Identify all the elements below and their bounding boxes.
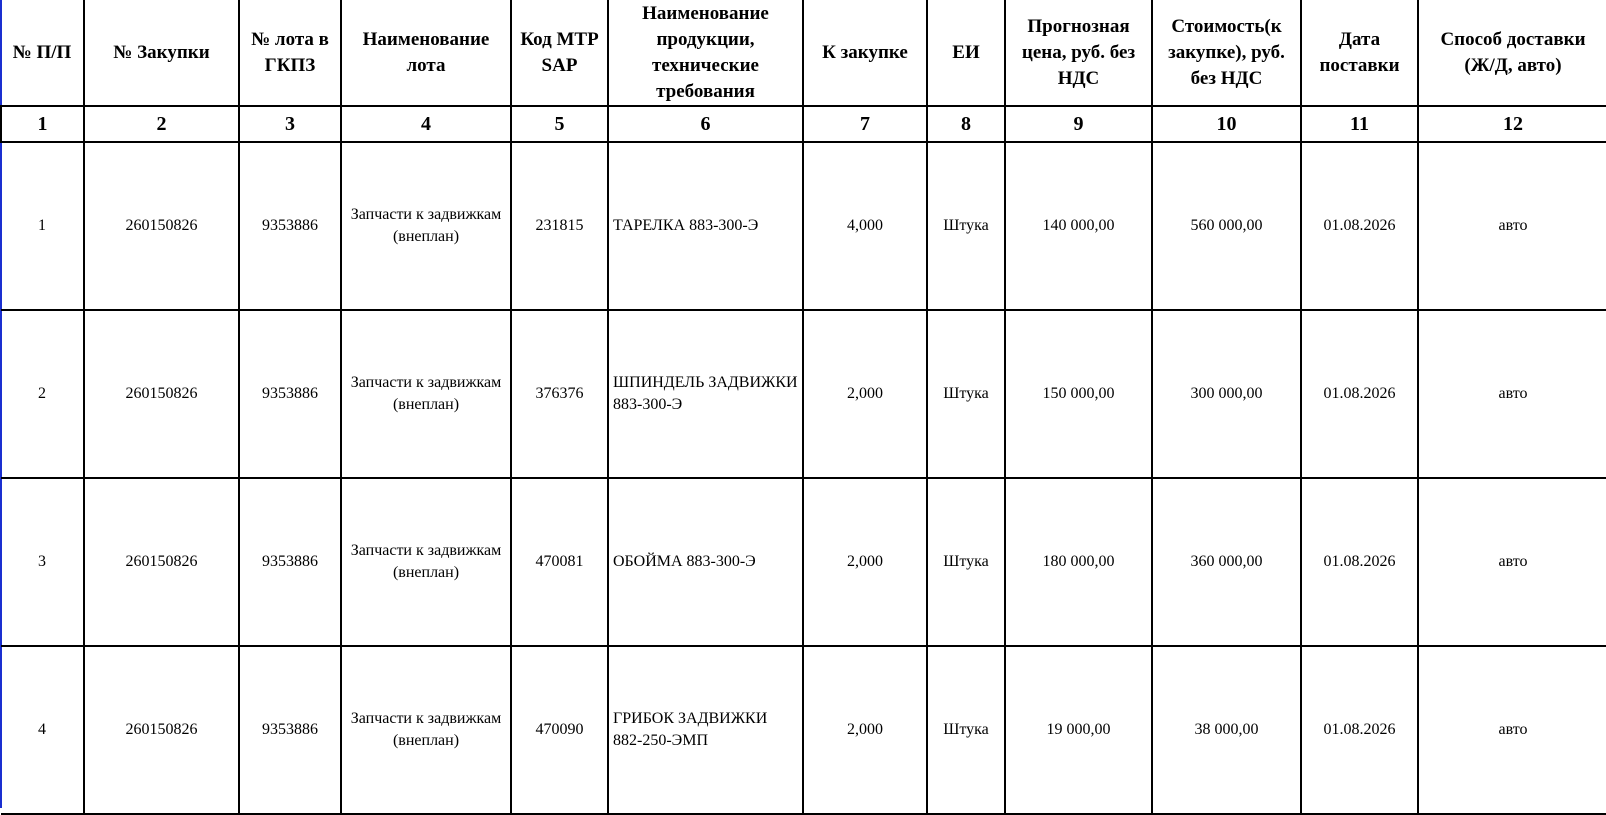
cell-product-name: ОБОЙМА 883-300-Э [608, 478, 803, 646]
cell-delivery-method: авто [1418, 478, 1606, 646]
column-number-cell: 5 [511, 106, 608, 142]
header-cell-mtr-code: Код МТР SAP [511, 0, 608, 106]
cell-purchase-number: 260150826 [84, 646, 239, 814]
cell-delivery-method: авто [1418, 142, 1606, 310]
column-number-cell: 1 [1, 106, 84, 142]
cell-row-number: 3 [1, 478, 84, 646]
column-number-cell: 2 [84, 106, 239, 142]
header-cell-forecast-price: Прогнозная цена, руб. без НДС [1005, 0, 1152, 106]
cell-delivery-date: 01.08.2026 [1301, 142, 1418, 310]
cell-purchase-number: 260150826 [84, 142, 239, 310]
cell-cost: 560 000,00 [1152, 142, 1301, 310]
header-cell-lot-number: № лота в ГКПЗ [239, 0, 341, 106]
cell-cost: 360 000,00 [1152, 478, 1301, 646]
header-cell-product-name: Наименование продукции, технические требования [608, 0, 803, 106]
cell-row-number: 4 [1, 646, 84, 814]
table-row [1, 646, 1606, 814]
cell-forecast-price: 180 000,00 [1005, 478, 1152, 646]
cell-forecast-price: 150 000,00 [1005, 310, 1152, 478]
cell-mtr-code: 231815 [511, 142, 608, 310]
column-number-cell: 3 [239, 106, 341, 142]
column-number-row [1, 106, 1606, 142]
cell-product-name: ШПИНДЕЛЬ ЗАДВИЖКИ 883-300-Э [608, 310, 803, 478]
column-number-cell: 6 [608, 106, 803, 142]
header-cell-cost: Стоимость(к закупке), руб. без НДС [1152, 0, 1301, 106]
cell-lot-number: 9353886 [239, 142, 341, 310]
cell-purchase-number: 260150826 [84, 478, 239, 646]
column-number-cell: 9 [1005, 106, 1152, 142]
cell-lot-number: 9353886 [239, 646, 341, 814]
column-number-cell: 11 [1301, 106, 1418, 142]
cell-quantity: 2,000 [803, 646, 927, 814]
cell-delivery-date: 01.08.2026 [1301, 646, 1418, 814]
cell-product-name: ГРИБОК ЗАДВИЖКИ 882-250-ЭМП [608, 646, 803, 814]
cell-lot-name: Запчасти к задвижкам (внеплан) [341, 142, 511, 310]
cell-row-number: 2 [1, 310, 84, 478]
cell-delivery-method: авто [1418, 646, 1606, 814]
table-row [1, 478, 1606, 646]
cell-quantity: 4,000 [803, 142, 927, 310]
header-cell-quantity: К закупке [803, 0, 927, 106]
cell-lot-number: 9353886 [239, 310, 341, 478]
cell-delivery-date: 01.08.2026 [1301, 310, 1418, 478]
table-row [1, 310, 1606, 478]
cell-row-number: 1 [1, 142, 84, 310]
table-row [1, 142, 1606, 310]
cell-lot-number: 9353886 [239, 478, 341, 646]
cell-unit: Штука [927, 478, 1005, 646]
cell-mtr-code: 470090 [511, 646, 608, 814]
cell-mtr-code: 470081 [511, 478, 608, 646]
column-number-cell: 8 [927, 106, 1005, 142]
header-cell-delivery-method: Способ доставки (Ж/Д, авто) [1418, 0, 1606, 106]
cell-lot-name: Запчасти к задвижкам (внеплан) [341, 646, 511, 814]
cell-delivery-method: авто [1418, 310, 1606, 478]
header-cell-purchase-number: № Закупки [84, 0, 239, 106]
cell-cost: 38 000,00 [1152, 646, 1301, 814]
cell-mtr-code: 376376 [511, 310, 608, 478]
cell-quantity: 2,000 [803, 310, 927, 478]
cell-quantity: 2,000 [803, 478, 927, 646]
header-cell-lot-name: Наименование лота [341, 0, 511, 106]
column-number-cell: 12 [1418, 106, 1606, 142]
cell-purchase-number: 260150826 [84, 310, 239, 478]
cell-forecast-price: 140 000,00 [1005, 142, 1152, 310]
column-number-cell: 4 [341, 106, 511, 142]
header-cell-delivery-date: Дата поставки [1301, 0, 1418, 106]
cell-lot-name: Запчасти к задвижкам (внеплан) [341, 310, 511, 478]
cell-cost: 300 000,00 [1152, 310, 1301, 478]
cell-lot-name: Запчасти к задвижкам (внеплан) [341, 478, 511, 646]
cell-product-name: ТАРЕЛКА 883-300-Э [608, 142, 803, 310]
cell-forecast-price: 19 000,00 [1005, 646, 1152, 814]
cell-unit: Штука [927, 310, 1005, 478]
header-cell-unit: ЕИ [927, 0, 1005, 106]
header-cell-row-number: № П/П [1, 0, 84, 106]
cell-delivery-date: 01.08.2026 [1301, 478, 1418, 646]
header-row [1, 0, 1606, 106]
cell-unit: Штука [927, 646, 1005, 814]
column-number-cell: 7 [803, 106, 927, 142]
cell-unit: Штука [927, 142, 1005, 310]
column-number-cell: 10 [1152, 106, 1301, 142]
